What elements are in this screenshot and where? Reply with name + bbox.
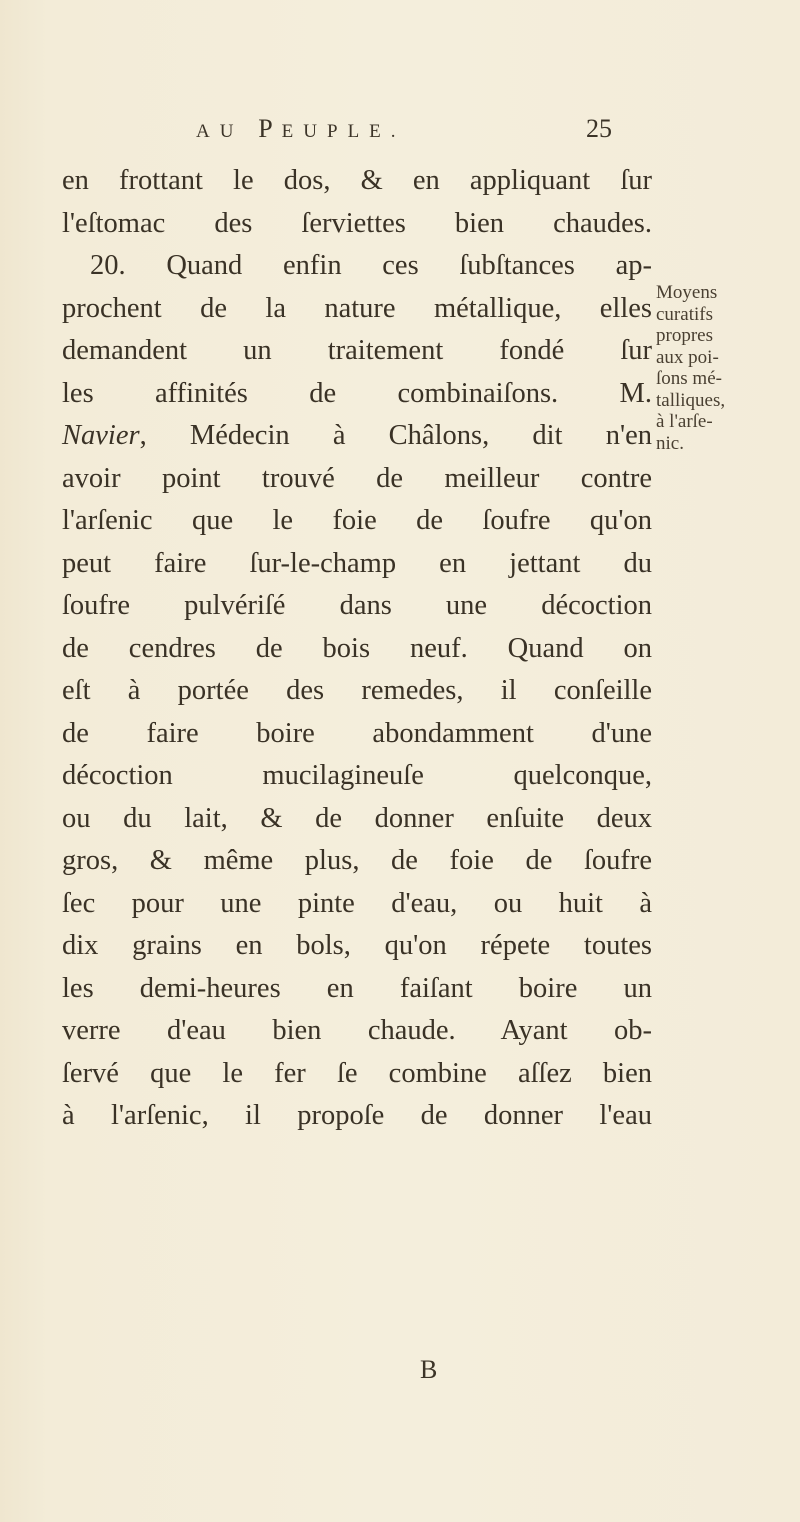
margin-note-line: aux poi- bbox=[656, 346, 719, 368]
text-line: les affinités de combinaiſons. M. bbox=[62, 377, 652, 409]
text-line: ſoufre pulvériſé dans une décoction bbox=[62, 590, 652, 621]
text-line: verre d'eau bien chaude. Ayant ob- bbox=[62, 1015, 652, 1046]
text-line: l'eſtomac des ſerviettes bien chaudes. bbox=[62, 207, 652, 239]
margin-note-line: Moyens bbox=[656, 282, 718, 303]
text-line: eſt à portée des remedes, il conſeille bbox=[62, 675, 652, 706]
text-line: demandent un traitement fondé ſur bbox=[62, 335, 652, 366]
text-line: peut faire ſur-le-champ en jettant du bbox=[62, 547, 652, 579]
page-number: 25 bbox=[586, 114, 612, 143]
text-line: à l'arſenic, il propoſe de donner l'eau bbox=[62, 1100, 652, 1131]
text-line: ſec pour une pinte d'eau, ou huit à bbox=[62, 887, 652, 919]
text-line: les demi-heures en faiſant boire un bbox=[62, 972, 652, 1004]
margin-note-line: propres bbox=[656, 325, 713, 346]
text-line: décoction mucilagineuſe quelconque, bbox=[62, 760, 652, 791]
margin-note-line: à l'arſe- bbox=[656, 411, 713, 432]
margin-note-line: nic. bbox=[656, 432, 684, 454]
text-line: gros, & même plus, de foie de ſoufre bbox=[62, 845, 652, 876]
body-text bbox=[62, 160, 652, 1138]
text-line: de faire boire abondamment d'une bbox=[62, 717, 652, 749]
text-line: avoir point trouvé de meilleur contre bbox=[62, 462, 652, 494]
running-title bbox=[196, 114, 406, 144]
text-line: 20. Quand enfin ces ſubſtances ap- bbox=[90, 250, 652, 281]
margin-note-line: talliques, bbox=[656, 389, 726, 411]
text-line: en frottant le dos, & en appliquant ſur bbox=[62, 165, 652, 196]
text-line-rest: , Médecin à Châlons, dit n'en bbox=[139, 420, 652, 451]
text-line: de cendres de bois neuf. Quand on bbox=[62, 632, 652, 664]
text-line-with-name bbox=[62, 415, 652, 458]
running-title-prefix: AU bbox=[196, 121, 259, 142]
running-title-rest: EUPLE. bbox=[281, 121, 406, 142]
person-name: Navier bbox=[62, 420, 140, 451]
margin-note-line: curatifs bbox=[656, 303, 713, 325]
text-line: dix grains en bols, qu'on répete toutes bbox=[62, 930, 652, 961]
text-line: ſervé que le fer ſe combine aſſez bien bbox=[62, 1057, 652, 1089]
text-line: ou du lait, & de donner enſuite deux bbox=[62, 802, 652, 834]
signature-mark: B bbox=[420, 1355, 438, 1384]
running-header bbox=[0, 114, 800, 154]
text-line: l'arſenic que le foie de ſoufre qu'on bbox=[62, 505, 652, 536]
text-line: prochent de la nature métallique, elles bbox=[62, 292, 652, 324]
margin-note bbox=[656, 282, 796, 454]
margin-note-line: ſons mé- bbox=[656, 368, 722, 389]
running-title-cap: P bbox=[258, 114, 282, 143]
